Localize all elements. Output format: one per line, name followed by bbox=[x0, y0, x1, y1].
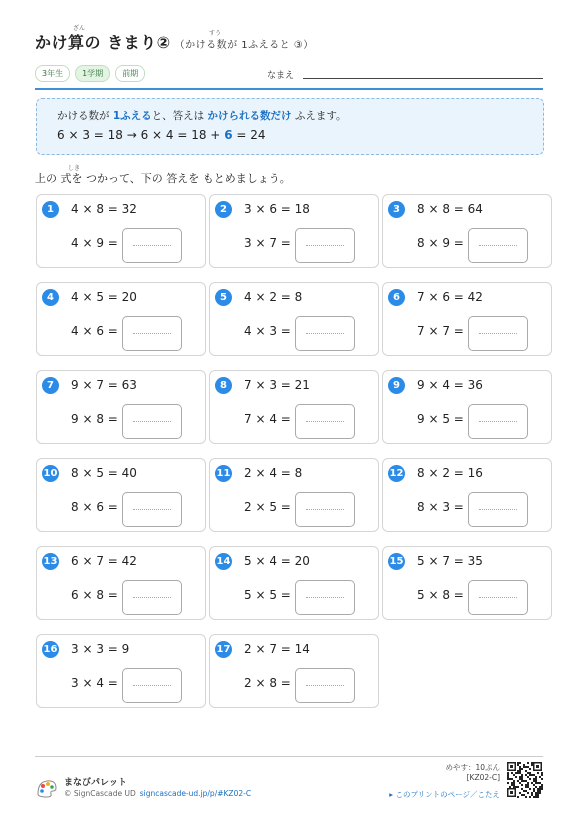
problem-number-badge: 4 bbox=[42, 289, 59, 306]
tag-term: 1学期 bbox=[75, 65, 110, 82]
problem-card bbox=[209, 546, 379, 620]
problem-number-badge: 15 bbox=[388, 553, 405, 570]
problem-number-badge: 5 bbox=[215, 289, 232, 306]
given-equation: 2 × 7 = 14 bbox=[244, 642, 310, 656]
answer-box[interactable] bbox=[295, 316, 355, 351]
name-field[interactable] bbox=[303, 78, 543, 79]
problem-number-badge: 16 bbox=[42, 641, 59, 658]
question-equation: 7 × 4 = bbox=[244, 412, 291, 426]
brand-name: まなびパレット bbox=[64, 778, 127, 788]
question-equation: 4 × 6 = bbox=[71, 324, 118, 338]
palette-logo-icon bbox=[35, 776, 59, 798]
question-equation: 3 × 4 = bbox=[71, 676, 118, 690]
problem-card bbox=[209, 634, 379, 708]
question-equation: 4 × 9 = bbox=[71, 236, 118, 250]
question-equation: 5 × 8 = bbox=[417, 588, 464, 602]
name-label: なまえ bbox=[267, 71, 295, 81]
question-equation: 2 × 8 = bbox=[244, 676, 291, 690]
problem-number-badge: 12 bbox=[388, 465, 405, 482]
question-equation: 4 × 3 = bbox=[244, 324, 291, 338]
question-equation: 8 × 9 = bbox=[417, 236, 464, 250]
problem-card bbox=[36, 458, 206, 532]
given-equation: 5 × 7 = 35 bbox=[417, 554, 483, 568]
problem-card bbox=[209, 370, 379, 444]
given-equation: 9 × 7 = 63 bbox=[71, 378, 137, 392]
answer-box[interactable] bbox=[122, 668, 182, 703]
problem-card bbox=[36, 370, 206, 444]
answer-page-link[interactable]: ▸ このプリントのページ／こたえ bbox=[389, 790, 500, 799]
tag-period: 前期 bbox=[115, 65, 145, 82]
problem-card bbox=[36, 546, 206, 620]
answer-box[interactable] bbox=[295, 404, 355, 439]
time-estimate: めやす：10ぷん bbox=[445, 763, 500, 772]
given-equation: 3 × 3 = 9 bbox=[71, 642, 130, 656]
answer-box[interactable] bbox=[295, 492, 355, 527]
given-equation: 8 × 8 = 64 bbox=[417, 202, 483, 216]
qr-code-icon[interactable] bbox=[506, 761, 543, 798]
given-equation: 8 × 5 = 40 bbox=[71, 466, 137, 480]
question-equation: 9 × 5 = bbox=[417, 412, 464, 426]
hint-example: 6 × 3 = 18 → 6 × 4 = 18 + 6 = 24 bbox=[57, 128, 266, 142]
given-equation: 4 × 8 = 32 bbox=[71, 202, 137, 216]
given-equation: 8 × 2 = 16 bbox=[417, 466, 483, 480]
hint-box bbox=[36, 98, 544, 155]
grade-tags bbox=[35, 65, 145, 82]
answer-box[interactable] bbox=[122, 580, 182, 615]
answer-box[interactable] bbox=[468, 404, 528, 439]
title-text: かけ算の きまり② bbox=[35, 33, 171, 52]
subtitle-ruby: すう bbox=[209, 30, 222, 37]
answer-box[interactable] bbox=[468, 580, 528, 615]
problem-card bbox=[382, 194, 552, 268]
given-equation: 4 × 5 = 20 bbox=[71, 290, 137, 304]
problem-card bbox=[209, 194, 379, 268]
question-equation: 3 × 7 = bbox=[244, 236, 291, 250]
problem-card bbox=[382, 370, 552, 444]
question-equation: 8 × 3 = bbox=[417, 500, 464, 514]
question-equation: 7 × 7 = bbox=[417, 324, 464, 338]
answer-box[interactable] bbox=[468, 492, 528, 527]
problem-number-badge: 3 bbox=[388, 201, 405, 218]
tag-grade: 3年生 bbox=[35, 65, 70, 82]
print-code: [KZ02-C] bbox=[466, 773, 500, 782]
problem-card bbox=[36, 282, 206, 356]
answer-box[interactable] bbox=[295, 668, 355, 703]
problem-number-badge: 1 bbox=[42, 201, 59, 218]
hint-line-1: かける数が 1ふえると、答えは かけられる数だけ ふえます。 bbox=[57, 110, 347, 122]
page-title bbox=[35, 30, 314, 53]
problem-number-badge: 6 bbox=[388, 289, 405, 306]
given-equation: 4 × 2 = 8 bbox=[244, 290, 303, 304]
answer-box[interactable] bbox=[122, 492, 182, 527]
problem-card bbox=[382, 458, 552, 532]
answer-box[interactable] bbox=[295, 228, 355, 263]
answer-box[interactable] bbox=[122, 228, 182, 263]
problem-card bbox=[382, 546, 552, 620]
answer-box[interactable] bbox=[295, 580, 355, 615]
given-equation: 9 × 4 = 36 bbox=[417, 378, 483, 392]
question-equation: 9 × 8 = bbox=[71, 412, 118, 426]
problem-number-badge: 7 bbox=[42, 377, 59, 394]
header-divider bbox=[35, 88, 543, 90]
site-url[interactable]: signcascade-ud.jp/p/#KZ02-C bbox=[139, 789, 252, 798]
given-equation: 6 × 7 = 42 bbox=[71, 554, 137, 568]
problem-number-badge: 11 bbox=[215, 465, 232, 482]
problem-number-badge: 2 bbox=[215, 201, 232, 218]
problem-card bbox=[36, 634, 206, 708]
problem-card bbox=[209, 458, 379, 532]
question-equation: 6 × 8 = bbox=[71, 588, 118, 602]
question-equation: 5 × 5 = bbox=[244, 588, 291, 602]
given-equation: 2 × 4 = 8 bbox=[244, 466, 303, 480]
subtitle: （かける数が 1ふえると ③） bbox=[174, 40, 314, 51]
given-equation: 7 × 6 = 42 bbox=[417, 290, 483, 304]
given-equation: 7 × 3 = 21 bbox=[244, 378, 310, 392]
given-equation: 3 × 6 = 18 bbox=[244, 202, 310, 216]
answer-box[interactable] bbox=[468, 316, 528, 351]
problem-number-badge: 14 bbox=[215, 553, 232, 570]
instruction-ruby: しき bbox=[68, 165, 81, 172]
problem-number-badge: 9 bbox=[388, 377, 405, 394]
problem-number-badge: 10 bbox=[42, 465, 59, 482]
copyright: © SignCascade UD signcascade-ud.jp/p/#KZ02-C bbox=[64, 789, 252, 798]
problem-card bbox=[209, 282, 379, 356]
answer-box[interactable] bbox=[122, 316, 182, 351]
question-equation: 2 × 5 = bbox=[244, 500, 291, 514]
answer-box[interactable] bbox=[122, 404, 182, 439]
answer-box[interactable] bbox=[468, 228, 528, 263]
problem-number-badge: 8 bbox=[215, 377, 232, 394]
title-ruby: ざん bbox=[73, 25, 86, 32]
problem-number-badge: 17 bbox=[215, 641, 232, 658]
problem-number-badge: 13 bbox=[42, 553, 59, 570]
question-equation: 8 × 6 = bbox=[71, 500, 118, 514]
given-equation: 5 × 4 = 20 bbox=[244, 554, 310, 568]
instruction: 上の 式を つかって、下の 答えを もとめましょう。 bbox=[35, 172, 291, 185]
problem-card bbox=[382, 282, 552, 356]
footer-divider bbox=[35, 756, 543, 757]
problem-card bbox=[36, 194, 206, 268]
